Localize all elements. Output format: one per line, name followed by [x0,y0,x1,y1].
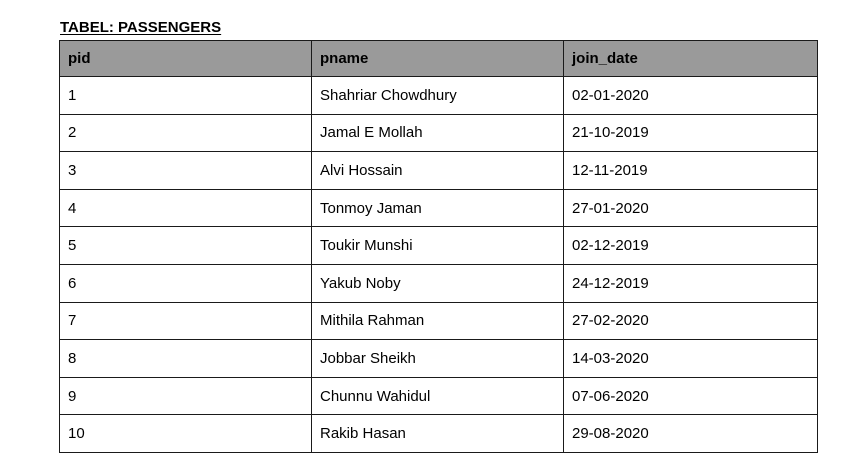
cell-join-date: 02-12-2019 [564,227,818,265]
column-header-pname: pname [312,41,564,77]
cell-pid: 7 [60,302,312,340]
cell-pname: Toukir Munshi [312,227,564,265]
cell-pname: Shahriar Chowdhury [312,77,564,115]
table-row [60,340,818,378]
cell-join-date: 07-06-2020 [564,377,818,415]
table-header-row [60,41,818,77]
cell-join-date: 24-12-2019 [564,264,818,302]
table-row [60,264,818,302]
cell-pid: 1 [60,77,312,115]
table-row [60,114,818,152]
cell-join-date: 27-02-2020 [564,302,818,340]
cell-pid: 4 [60,189,312,227]
column-header-join-date: join_date [564,41,818,77]
cell-pname: Mithila Rahman [312,302,564,340]
cell-join-date: 29-08-2020 [564,415,818,453]
cell-pid: 9 [60,377,312,415]
cell-join-date: 14-03-2020 [564,340,818,378]
cell-pid: 3 [60,152,312,190]
table-row [60,377,818,415]
table-row [60,227,818,265]
cell-join-date: 27-01-2020 [564,189,818,227]
table-row [60,189,818,227]
cell-pid: 2 [60,114,312,152]
passengers-table [59,40,818,453]
cell-pid: 8 [60,340,312,378]
cell-pname: Jobbar Sheikh [312,340,564,378]
cell-pname: Alvi Hossain [312,152,564,190]
table-row [60,415,818,453]
cell-pid: 5 [60,227,312,265]
cell-pname: Chunnu Wahidul [312,377,564,415]
table-title: TABEL: PASSENGERS [60,19,222,36]
cell-pid: 10 [60,415,312,453]
cell-pname: Rakib Hasan [312,415,564,453]
cell-pid: 6 [60,264,312,302]
column-header-pid: pid [60,41,312,77]
cell-join-date: 21-10-2019 [564,114,818,152]
cell-pname: Tonmoy Jaman [312,189,564,227]
cell-join-date: 02-01-2020 [564,77,818,115]
table-row [60,152,818,190]
table-row [60,77,818,115]
cell-pname: Jamal E Mollah [312,114,564,152]
cell-join-date: 12-11-2019 [564,152,818,190]
cell-pname: Yakub Noby [312,264,564,302]
table-row [60,302,818,340]
